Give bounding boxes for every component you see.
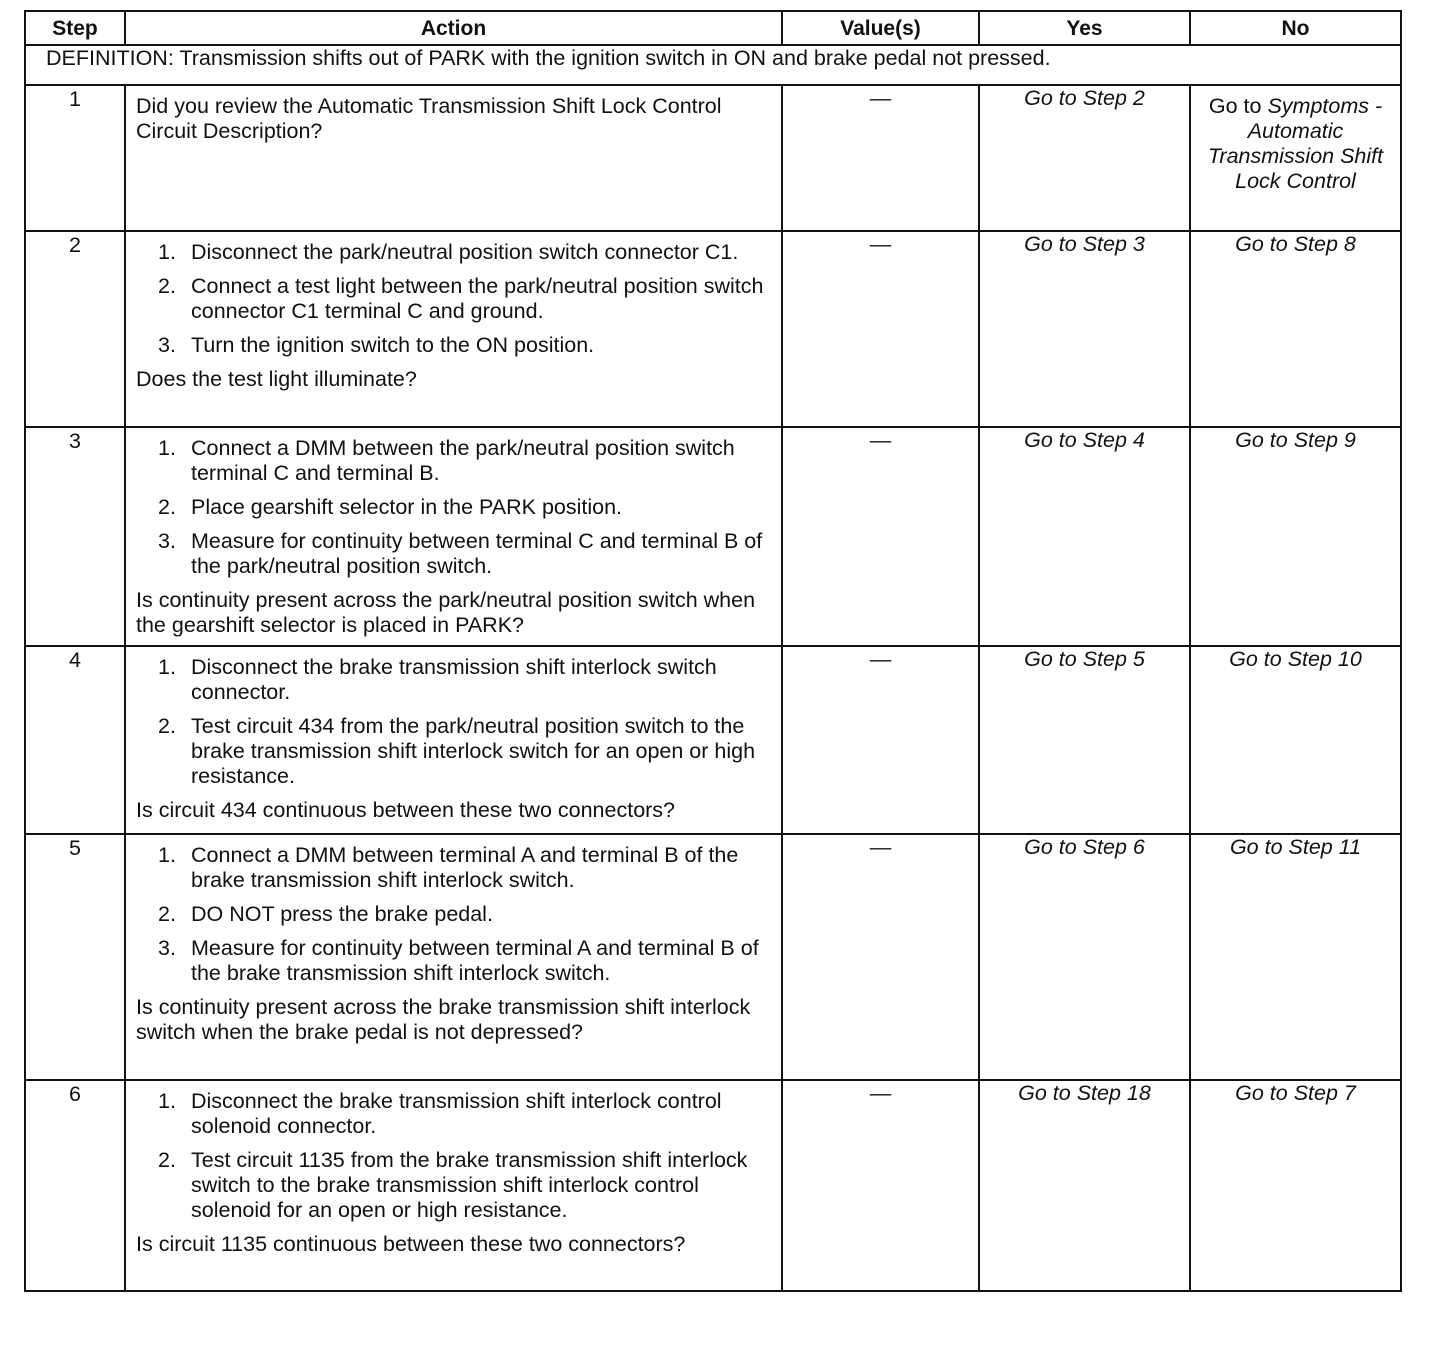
list-item [136, 333, 773, 358]
action-list [136, 843, 773, 986]
item-number: 1. [158, 843, 176, 867]
item-text: Disconnect the brake transmission shift interlock control solenoid connector. [191, 1089, 722, 1138]
action-cell [125, 85, 782, 231]
step-question: Did you review the Automatic Transmission Shift Lock Control Circuit Description? [136, 94, 722, 143]
item-text: Disconnect the brake transmission shift interlock switch connector. [191, 655, 717, 704]
step-question: Is continuity present across the brake transmission shift interlock switch when the brake pedal is not depressed? [136, 995, 751, 1044]
value-cell: — [782, 646, 979, 834]
table-row [25, 427, 1401, 646]
item-text: Connect a DMM between the park/neutral position switch terminal C and terminal B. [191, 436, 735, 485]
table-row [25, 85, 1401, 231]
list-item [136, 902, 773, 927]
list-item [136, 1089, 773, 1139]
no-cell: Go to Step 10 [1190, 646, 1401, 834]
header-step: Step [25, 11, 125, 45]
step-number: 3 [25, 427, 125, 646]
item-text: Disconnect the park/neutral position switch connector C1. [191, 240, 739, 264]
action-list [136, 1089, 773, 1223]
value-cell: — [782, 85, 979, 231]
step-number: 1 [25, 85, 125, 231]
item-number: 3. [158, 529, 176, 553]
yes-cell: Go to Step 3 [979, 231, 1190, 427]
action-list [136, 655, 773, 789]
item-number: 3. [158, 936, 176, 960]
table-row [25, 231, 1401, 427]
action-cell [125, 1080, 782, 1291]
no-cell: Go to Step 8 [1190, 231, 1401, 427]
list-item [136, 714, 773, 789]
list-item [136, 655, 773, 705]
table-row [25, 834, 1401, 1080]
value-cell: — [782, 231, 979, 427]
item-text: Connect a test light between the park/neutral position switch connector C1 terminal C and ground. [191, 274, 764, 323]
step-number: 6 [25, 1080, 125, 1291]
list-item [136, 936, 773, 986]
action-list [136, 436, 773, 579]
item-number: 2. [158, 714, 176, 738]
step-question: Is circuit 1135 continuous between these two connectors? [136, 1232, 686, 1256]
step-number: 4 [25, 646, 125, 834]
step-question: Is circuit 434 continuous between these two connectors? [136, 798, 676, 822]
list-item [136, 843, 773, 893]
item-number: 1. [158, 240, 176, 264]
step-question: Does the test light illuminate? [136, 367, 417, 391]
item-text: Test circuit 434 from the park/neutral position switch to the brake transmission shift interlock switch for an open or high resistance. [191, 714, 756, 788]
no-cell: Go to Step 7 [1190, 1080, 1401, 1291]
item-number: 1. [158, 436, 176, 460]
item-number: 2. [158, 495, 176, 519]
header-no: No [1190, 11, 1401, 45]
item-text: Place gearshift selector in the PARK position. [191, 495, 623, 519]
value-cell: — [782, 834, 979, 1080]
action-cell [125, 427, 782, 646]
action-cell [125, 231, 782, 427]
item-number: 2. [158, 274, 176, 298]
item-number: 1. [158, 1089, 176, 1113]
item-text: Turn the ignition switch to the ON position. [191, 333, 595, 357]
list-item [136, 529, 773, 579]
action-cell [125, 834, 782, 1080]
list-item [136, 1148, 773, 1223]
list-item [136, 495, 773, 520]
yes-cell: Go to Step 18 [979, 1080, 1190, 1291]
value-cell: — [782, 1080, 979, 1291]
header-yes: Yes [979, 11, 1190, 45]
list-item [136, 240, 773, 265]
step-number: 5 [25, 834, 125, 1080]
yes-cell: Go to Step 6 [979, 834, 1190, 1080]
step-question: Is continuity present across the park/neutral position switch when the gearshift selector is placed in PARK? [136, 588, 756, 637]
table-row [25, 1080, 1401, 1291]
item-text: DO NOT press the brake pedal. [191, 902, 493, 926]
no-cell [1190, 85, 1401, 231]
item-number: 1. [158, 655, 176, 679]
yes-cell: Go to Step 2 [979, 85, 1190, 231]
definition-row [25, 45, 1401, 85]
item-text: Test circuit 1135 from the brake transmission shift interlock switch to the brake transmission shift interlock control solenoid for an open or high resistance. [191, 1148, 748, 1222]
step-number: 2 [25, 231, 125, 427]
header-row [25, 11, 1401, 45]
item-text: Connect a DMM between terminal A and terminal B of the brake transmission shift interlock switch. [191, 843, 739, 892]
no-prefix: Go to [1208, 94, 1262, 118]
no-reference: Symptoms - Automatic Transmission Shift Lock Control [1207, 94, 1384, 193]
definition-text: DEFINITION: Transmission shifts out of PARK with the ignition switch in ON and brake pedal not pressed. [25, 45, 1401, 85]
list-item [136, 274, 773, 324]
action-list [136, 240, 773, 358]
list-item [136, 436, 773, 486]
no-cell: Go to Step 9 [1190, 427, 1401, 646]
table-row [25, 646, 1401, 834]
yes-cell: Go to Step 4 [979, 427, 1190, 646]
header-action: Action [125, 11, 782, 45]
value-cell: — [782, 427, 979, 646]
item-number: 2. [158, 902, 176, 926]
item-text: Measure for continuity between terminal C and terminal B of the park/neutral position switch. [191, 529, 763, 578]
diagnostic-table [24, 10, 1402, 1292]
item-number: 3. [158, 333, 176, 357]
header-values: Value(s) [782, 11, 979, 45]
item-number: 2. [158, 1148, 176, 1172]
action-cell [125, 646, 782, 834]
item-text: Measure for continuity between terminal A and terminal B of the brake transmission shift interlock switch. [191, 936, 759, 985]
no-cell: Go to Step 11 [1190, 834, 1401, 1080]
yes-cell: Go to Step 5 [979, 646, 1190, 834]
